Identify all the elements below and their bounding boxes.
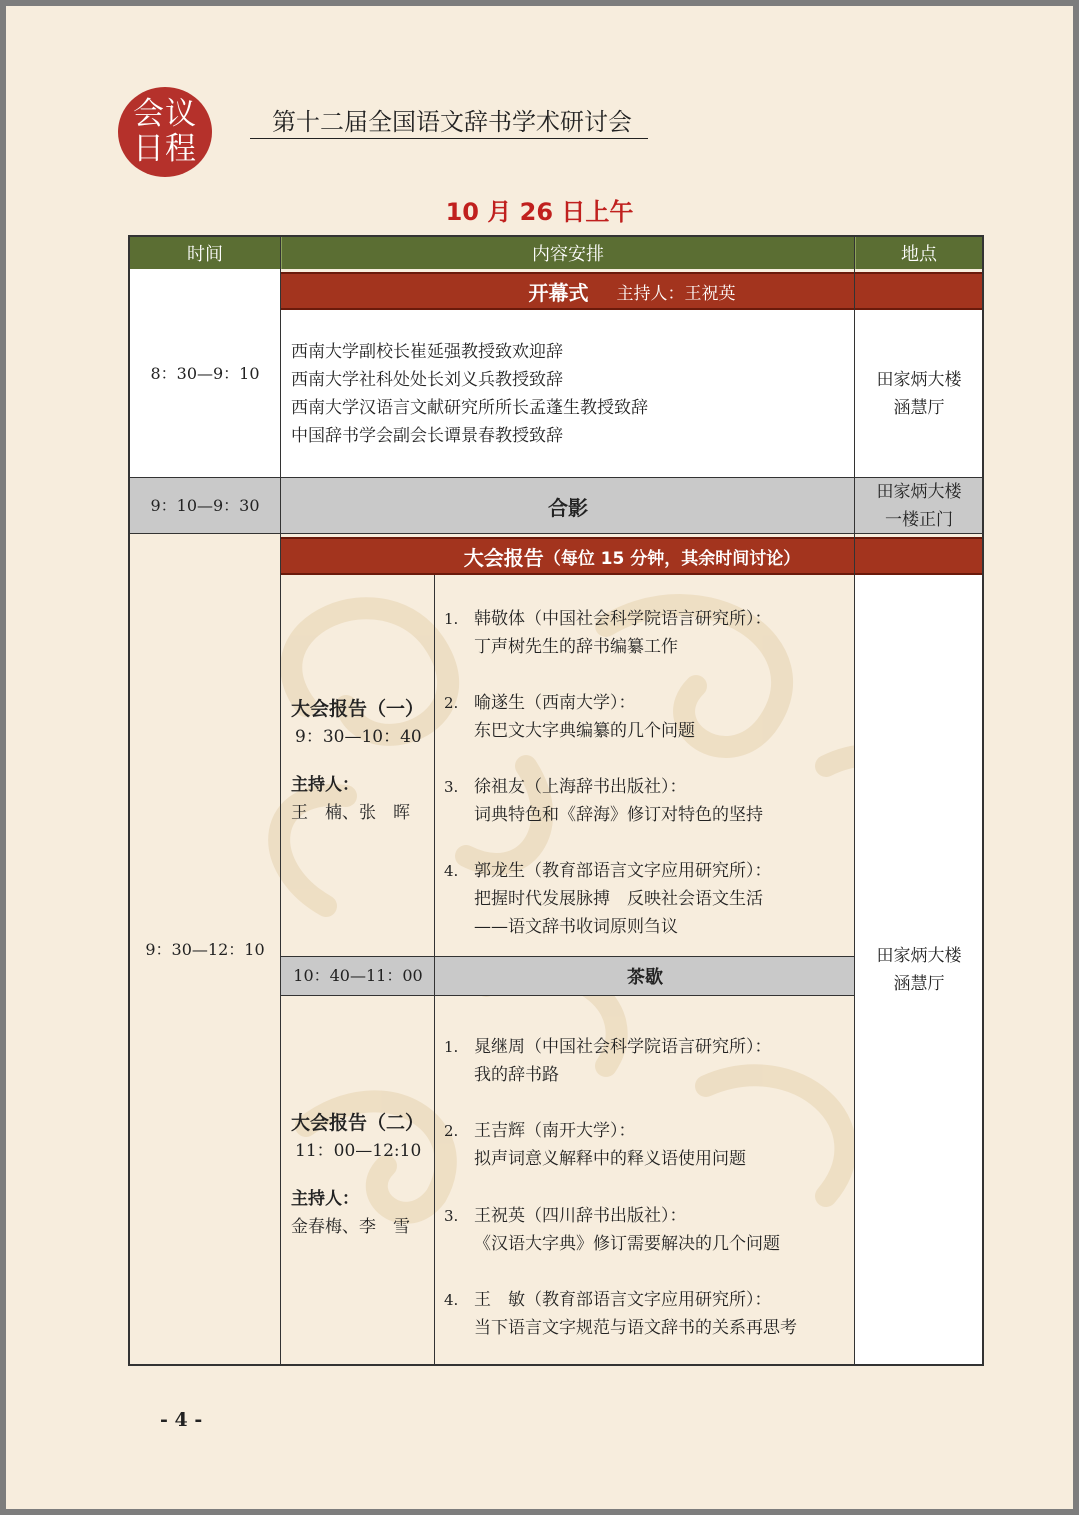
photo-venue — [855, 478, 983, 534]
opening-item: 西南大学社科处处长刘义兵教授致辞 — [291, 370, 563, 390]
venue-line: 田家炳大楼 — [876, 946, 962, 966]
break-divider-bottom — [281, 995, 855, 996]
plenary-time: 9：30—12：10 — [145, 939, 265, 959]
talk-item — [444, 605, 772, 661]
session1-host-label: 主持人： — [291, 775, 359, 795]
talk-title: 把握时代发展脉搏 反映社会语文生活 — [474, 889, 763, 909]
talk-item — [444, 1117, 746, 1173]
talk-speaker: 郭龙生（教育部语言文字应用研究所）： — [474, 861, 772, 881]
talk-number: 4. — [444, 862, 459, 880]
session2-time: 11：00—12:10 — [295, 1141, 422, 1161]
talk-item — [444, 689, 695, 745]
row-divider — [128, 477, 984, 478]
date-heading: 10 月 26 日上午 — [445, 198, 634, 226]
talk-speaker: 徐祖友（上海辞书出版社）： — [474, 777, 687, 797]
talk-title: 拟声词意义解释中的释义语使用问题 — [474, 1149, 746, 1169]
opening-item: 中国辞书学会副会长谭景春教授致辞 — [291, 426, 563, 446]
talk-speaker: 晁继周（中国社会科学院语言研究所）： — [474, 1037, 772, 1057]
document-title: 第十二届全国语文辞书学术研讨会 — [250, 106, 648, 139]
talk-number: 2. — [444, 1122, 459, 1140]
photo-time: 9：10—9：30 — [129, 478, 281, 534]
break-time: 10：40—11：00 — [281, 957, 435, 995]
talk-number: 1. — [444, 610, 459, 628]
talk-item — [444, 773, 763, 829]
session2-title: 大会报告（二） — [291, 1112, 425, 1134]
page-number: - 4 - — [160, 1409, 203, 1431]
talk-speaker: 王吉辉（南开大学）： — [474, 1121, 636, 1141]
talk-title: 词典特色和《辞海》修订对特色的坚持 — [474, 805, 763, 825]
session2-host-label: 主持人： — [291, 1189, 359, 1209]
plenary-banner — [281, 537, 983, 575]
talk-title: 《汉语大字典》修订需要解决的几个问题 — [474, 1234, 780, 1254]
talk-subtitle: ——语文辞书收词原则刍议 — [474, 917, 678, 937]
opening-label: 开幕式 — [528, 280, 589, 305]
agenda-badge — [118, 87, 212, 177]
break-label: 茶歇 — [435, 957, 855, 995]
opening-time: 8：30—9：10 — [129, 269, 281, 478]
session1-hosts: 王 楠、张 晖 — [291, 803, 410, 823]
talk-number: 3. — [444, 778, 459, 796]
break-divider-top — [281, 956, 855, 957]
venue-line: 一楼正门 — [885, 510, 953, 530]
table-border-right — [982, 236, 984, 1366]
plenary-banner-main: 大会报告 — [463, 545, 544, 570]
talk-title: 东巴文大字典编纂的几个问题 — [474, 721, 695, 741]
talk-title: 当下语言文字规范与语文辞书的关系再思考 — [474, 1318, 797, 1338]
talk-item — [444, 1033, 772, 1089]
opening-item: 西南大学副校长崔延强教授致欢迎辞 — [291, 342, 563, 362]
opening-content — [281, 310, 855, 478]
talk-speaker: 喻遂生（西南大学）： — [474, 693, 636, 713]
session1-title: 大会报告（一） — [291, 698, 425, 720]
opening-banner — [281, 272, 983, 310]
session2-info — [291, 1109, 441, 1241]
venue-line: 涵慧厅 — [893, 974, 945, 994]
opening-item: 西南大学汉语言文献研究所所长孟蓬生教授致辞 — [291, 398, 648, 418]
venue-line: 涵慧厅 — [893, 398, 945, 418]
table-border-bottom — [128, 1364, 984, 1366]
session-col-divider — [434, 575, 435, 1365]
opening-host: 主持人：王祝英 — [616, 283, 736, 304]
talk-speaker: 韩敬体（中国社会科学院语言研究所）： — [474, 609, 772, 629]
talk-number: 2. — [444, 694, 459, 712]
col-divider-venue — [854, 236, 855, 1366]
talk-speaker: 王祝英（四川辞书出版社）： — [474, 1206, 687, 1226]
talk-number: 3. — [444, 1207, 459, 1225]
session2-hosts: 金春梅、李 雪 — [291, 1217, 410, 1237]
col-header-venue: 地点 — [855, 236, 983, 269]
badge-line2: 日程 — [133, 131, 197, 167]
table-border-left — [128, 236, 130, 1366]
plenary-banner-note: （每位 15 分钟，其余时间讨论） — [543, 548, 801, 569]
talk-item — [444, 1286, 797, 1342]
plenary-venue — [855, 575, 983, 1365]
talk-number: 1. — [444, 1038, 459, 1056]
talk-speaker: 王 敏（教育部语言文字应用研究所）： — [474, 1290, 772, 1310]
talk-number: 4. — [444, 1291, 459, 1309]
col-divider-time — [280, 236, 281, 1366]
col-header-time: 时间 — [129, 236, 281, 269]
photo-label: 合影 — [281, 478, 855, 534]
talk-item — [444, 1202, 780, 1258]
col-header-content: 内容安排 — [281, 236, 855, 269]
talk-title: 丁声树先生的辞书编纂工作 — [474, 637, 678, 657]
venue-line: 田家炳大楼 — [876, 482, 962, 502]
document-page — [6, 6, 1073, 1509]
session1-time: 9：30—10：40 — [295, 727, 422, 747]
badge-line1: 会议 — [133, 96, 197, 132]
talk-title: 我的辞书路 — [474, 1065, 559, 1085]
venue-line: 田家炳大楼 — [876, 370, 962, 390]
talk-item — [444, 857, 772, 941]
row-divider — [128, 533, 984, 534]
session1-info — [291, 695, 441, 827]
opening-venue — [855, 310, 983, 478]
table-border-top — [128, 235, 984, 237]
